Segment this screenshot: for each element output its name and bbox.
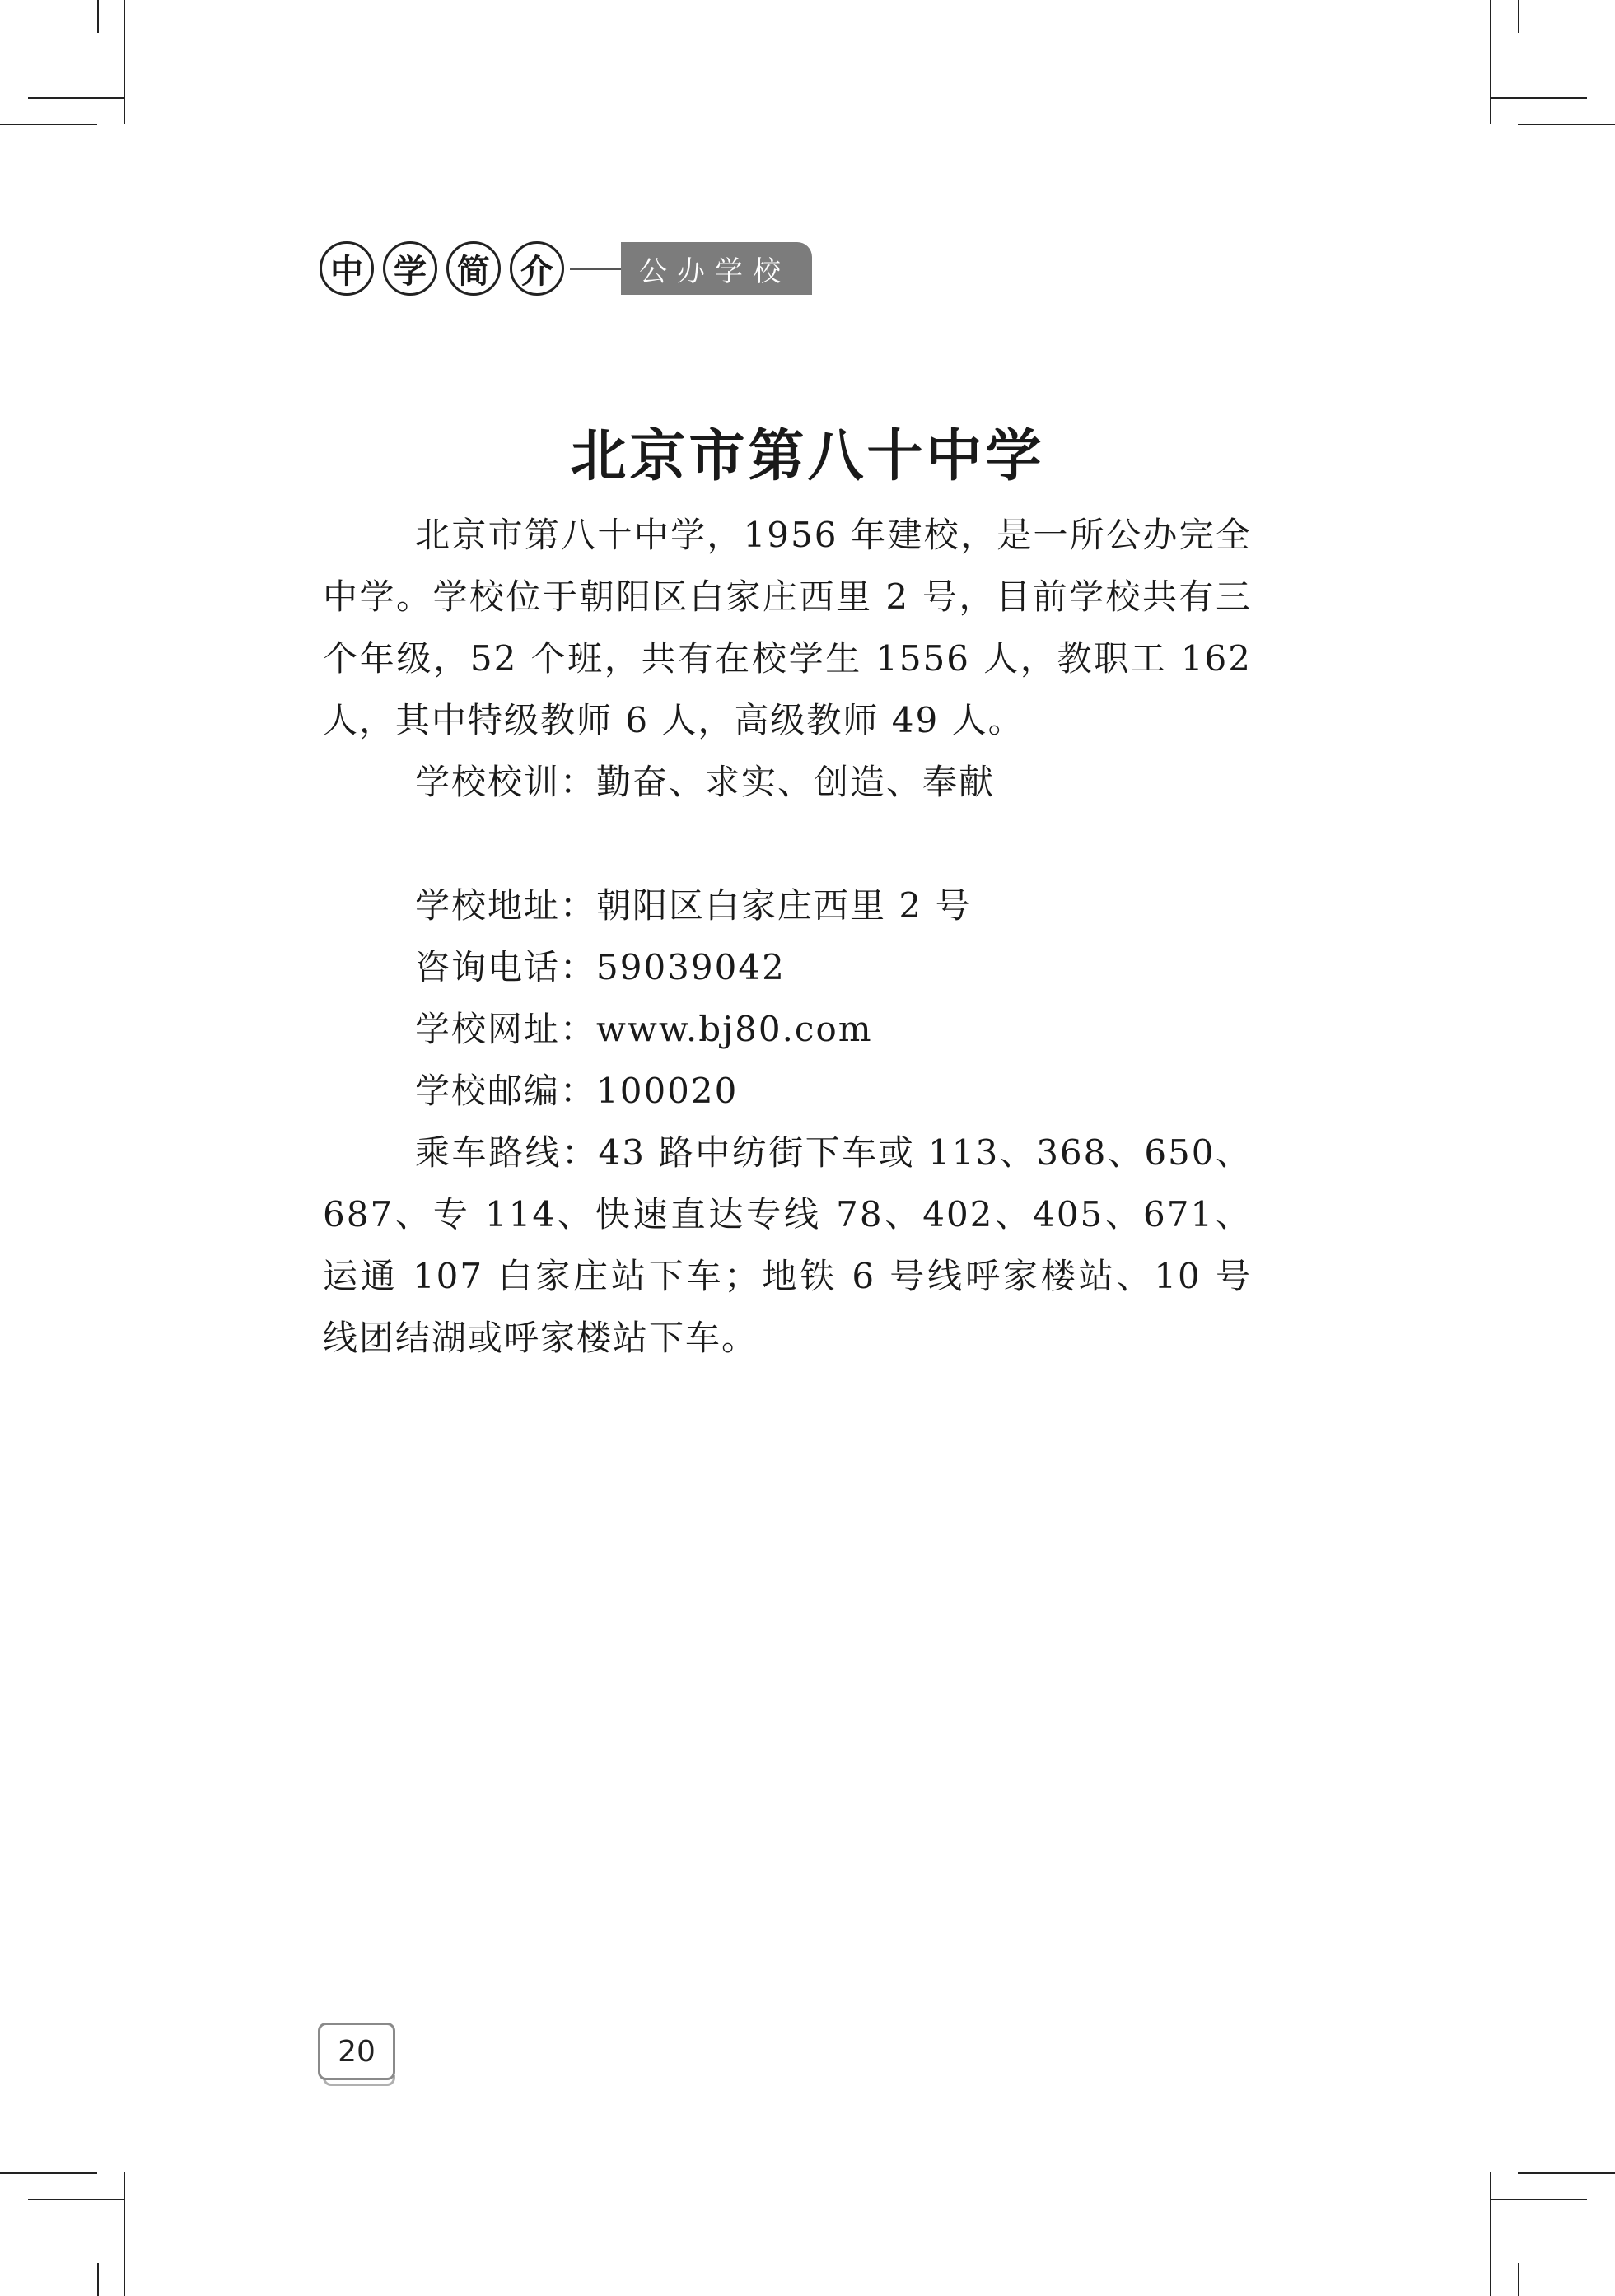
info-value: 100020: [596, 1071, 739, 1111]
crop-mark: [1491, 97, 1587, 99]
crop-mark: [1518, 2172, 1615, 2174]
info-website: [323, 998, 1252, 1060]
school-description: [323, 504, 1252, 1369]
crop-mark: [1518, 0, 1519, 33]
crop-mark: [1490, 2172, 1491, 2296]
header-char: 学: [383, 241, 437, 296]
crop-mark: [0, 124, 97, 125]
crop-mark: [28, 2199, 124, 2200]
info-label: 乘车路线：: [415, 1132, 599, 1173]
spacer: [323, 813, 1252, 875]
crop-mark: [1518, 2263, 1519, 2296]
crop-mark: [1518, 124, 1615, 125]
info-value: 43 路中纺街下车或 113、368、650、687、专 114、快速直达专线 78、402、405、671、运通 107 白家庄站下车；地铁 6 号线呼家楼站、10 号线团结湖或呼家楼站下车。: [323, 1132, 1252, 1358]
info-postcode: [323, 1060, 1252, 1122]
crop-mark: [124, 0, 125, 124]
info-value: 59039042: [596, 947, 786, 987]
section-header: [320, 236, 812, 301]
header-connector: [570, 268, 621, 270]
crop-mark: [1491, 2199, 1587, 2200]
intro-paragraph: 北京市第八十中学，1956 年建校，是一所公办完全中学。学校位于朝阳区白家庄西里 2 号，目前学校共有三个年级，52 个班，共有在校学生 1556 人，教职工 162 人，其中特级教师 6 人，高级教师 49 人。: [323, 515, 1252, 740]
header-char: 简: [446, 241, 501, 296]
page-title: 北京市第八十中学: [570, 424, 1045, 489]
info-value: 朝阳区白家庄西里 2 号: [596, 885, 972, 926]
crop-mark: [97, 0, 99, 33]
crop-mark: [97, 2263, 99, 2296]
school-motto: 学校校训：勤奋、求实、创造、奉献: [415, 762, 996, 802]
info-label: 学校地址：: [415, 885, 597, 926]
crop-mark: [124, 2172, 125, 2296]
crop-mark: [28, 97, 124, 99]
crop-mark: [0, 2172, 97, 2174]
header-char: 介: [510, 241, 564, 296]
page-number: 20: [318, 2023, 395, 2080]
info-label: 咨询电话：: [415, 947, 597, 987]
info-transport: [323, 1122, 1252, 1369]
info-address: [323, 875, 1252, 936]
info-label: 学校邮编：: [415, 1071, 597, 1111]
info-phone: [323, 936, 1252, 998]
crop-mark: [1490, 0, 1491, 124]
info-label: 学校网址：: [415, 1009, 597, 1049]
info-value: www.bj80.com: [596, 1009, 873, 1049]
header-char: 中: [320, 241, 374, 296]
category-tag: 公办学校: [621, 242, 812, 295]
